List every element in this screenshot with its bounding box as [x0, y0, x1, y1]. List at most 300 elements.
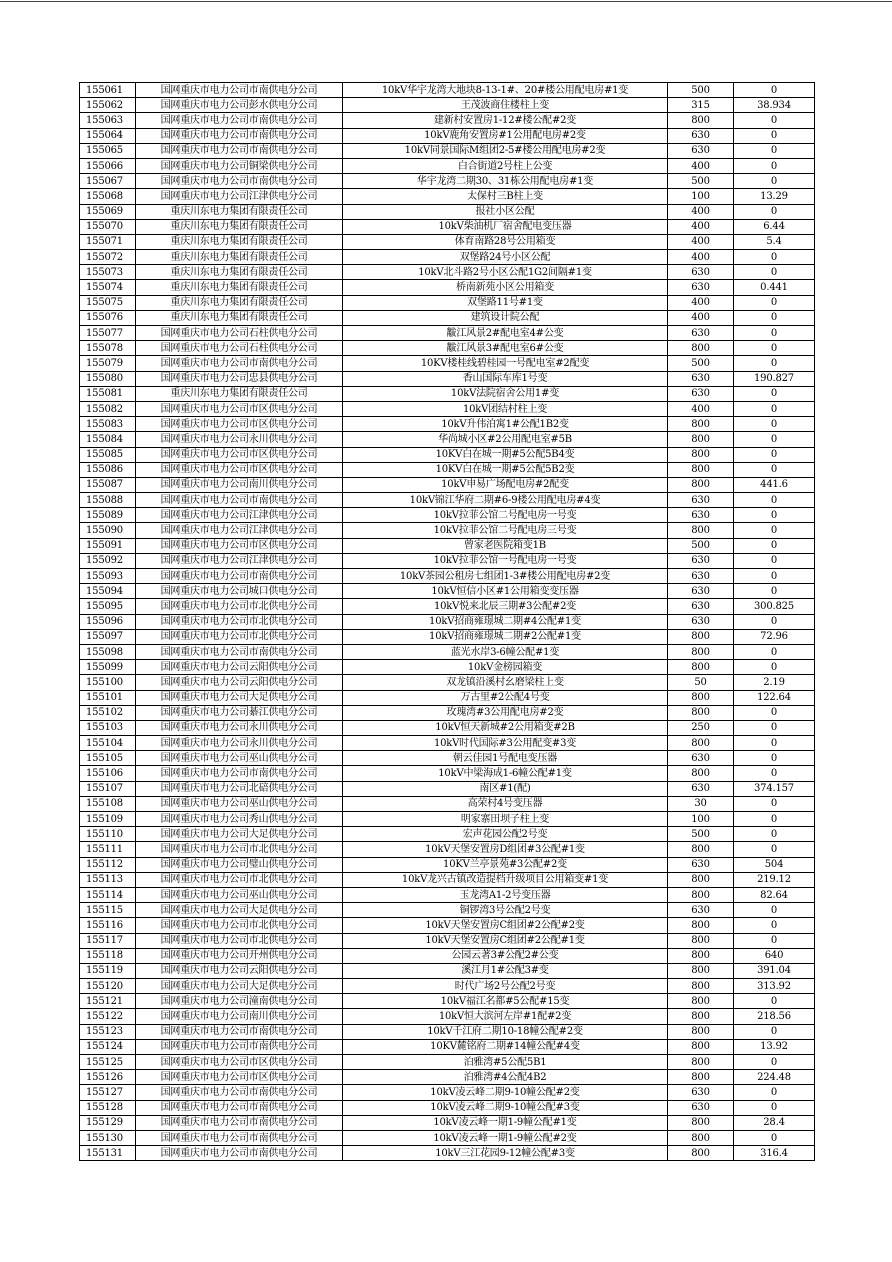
capacity-cell: 500	[668, 174, 734, 189]
company-cell: 国网重庆市电力公司市南供电分公司	[136, 1130, 343, 1145]
value-cell: 0	[734, 401, 815, 416]
capacity-cell: 630	[668, 493, 734, 508]
transformer-name-cell: 10kV拉菲公馆一号配电房一号变	[343, 553, 668, 568]
table-row	[80, 1024, 815, 1039]
capacity-cell: 630	[668, 584, 734, 599]
capacity-cell: 630	[668, 508, 734, 523]
transformer-id-cell: 155109	[80, 812, 136, 827]
table-row	[80, 143, 815, 158]
company-cell: 国网重庆市电力公司綦江供电分公司	[136, 705, 343, 720]
table-row	[80, 812, 815, 827]
transformer-id-cell: 155076	[80, 310, 136, 325]
transformer-id-cell: 155095	[80, 599, 136, 614]
company-cell: 国网重庆市电力公司市北供电分公司	[136, 933, 343, 948]
transformer-name-cell: 报社小区公配	[343, 204, 668, 219]
table-row	[80, 310, 815, 325]
transformer-name-cell: 10kV茶园公租房七组团1-3#楼公用配电房#2变	[343, 569, 668, 584]
transformer-id-cell: 155078	[80, 341, 136, 356]
table-row	[80, 174, 815, 189]
value-cell: 0	[734, 1024, 815, 1039]
value-cell: 0	[734, 569, 815, 584]
company-cell: 国网重庆市电力公司云阳供电分公司	[136, 963, 343, 978]
transformer-name-cell: 10kV凌云峰二期9-10幢公配#3变	[343, 1100, 668, 1115]
capacity-cell: 800	[668, 1070, 734, 1085]
company-cell: 国网重庆市电力公司市区供电分公司	[136, 538, 343, 553]
company-cell: 国网重庆市电力公司大足供电分公司	[136, 690, 343, 705]
table-row	[80, 736, 815, 751]
transformer-id-cell: 155069	[80, 204, 136, 219]
table-row	[80, 113, 815, 128]
company-cell: 国网重庆市电力公司云阳供电分公司	[136, 660, 343, 675]
transformer-name-cell: 10kV三江花园9-12幢公配#3变	[343, 1146, 668, 1161]
transformer-name-cell: 10kV华宇龙湾大地块8-13-1#、20#楼公用配电房#1变	[343, 83, 668, 98]
transformer-id-cell: 155131	[80, 1146, 136, 1161]
transformer-name-cell: 高荣村4号变压器	[343, 796, 668, 811]
table-row	[80, 1009, 815, 1024]
company-cell: 国网重庆市电力公司江津供电分公司	[136, 553, 343, 568]
transformer-id-cell: 155068	[80, 189, 136, 204]
transformer-id-cell: 155063	[80, 113, 136, 128]
transformer-id-cell: 155088	[80, 493, 136, 508]
company-cell: 重庆川东电力集团有限责任公司	[136, 204, 343, 219]
company-cell: 国网重庆市电力公司市南供电分公司	[136, 569, 343, 584]
capacity-cell: 630	[668, 371, 734, 386]
value-cell: 0	[734, 462, 815, 477]
table-row	[80, 128, 815, 143]
transformer-id-cell: 155084	[80, 432, 136, 447]
transformer-id-cell: 155075	[80, 295, 136, 310]
value-cell: 0	[734, 326, 815, 341]
table-row	[80, 720, 815, 735]
capacity-cell: 400	[668, 158, 734, 173]
value-cell: 0	[734, 386, 815, 401]
transformer-name-cell: 10kV福江名都#5公配#15变	[343, 994, 668, 1009]
capacity-cell: 800	[668, 1024, 734, 1039]
capacity-cell: 800	[668, 1130, 734, 1145]
value-cell: 0	[734, 128, 815, 143]
transformer-id-cell: 155061	[80, 83, 136, 98]
capacity-cell: 400	[668, 234, 734, 249]
company-cell: 国网重庆市电力公司大足供电分公司	[136, 827, 343, 842]
capacity-cell: 800	[668, 963, 734, 978]
capacity-cell: 400	[668, 219, 734, 234]
company-cell: 国网重庆市电力公司秀山供电分公司	[136, 812, 343, 827]
value-cell: 0	[734, 918, 815, 933]
table-row	[80, 1055, 815, 1070]
value-cell: 0	[734, 720, 815, 735]
value-cell: 5.4	[734, 234, 815, 249]
transformer-name-cell: 桥南新苑小区公用箱变	[343, 280, 668, 295]
table-row	[80, 994, 815, 1009]
company-cell: 重庆川东电力集团有限责任公司	[136, 386, 343, 401]
table-row	[80, 857, 815, 872]
value-cell: 0	[734, 143, 815, 158]
transformer-id-cell: 155081	[80, 386, 136, 401]
table-row	[80, 265, 815, 280]
transformer-name-cell: 10KV麓铭府二期#14幢公配#4变	[343, 1039, 668, 1054]
table-row	[80, 326, 815, 341]
capacity-cell: 400	[668, 295, 734, 310]
capacity-cell: 630	[668, 553, 734, 568]
table-row	[80, 948, 815, 963]
capacity-cell: 800	[668, 417, 734, 432]
table-row	[80, 1146, 815, 1161]
value-cell: 0	[734, 83, 815, 98]
value-cell: 218.56	[734, 1009, 815, 1024]
company-cell: 国网重庆市电力公司永川供电分公司	[136, 432, 343, 447]
capacity-cell: 800	[668, 842, 734, 857]
transformer-name-cell: 蓝光水岸3-6幢公配#1变	[343, 644, 668, 659]
value-cell: 0	[734, 174, 815, 189]
table-row	[80, 629, 815, 644]
transformer-id-cell: 155091	[80, 538, 136, 553]
transformer-name-cell: 双堡路11号#1变	[343, 295, 668, 310]
value-cell: 0	[734, 736, 815, 751]
value-cell: 0	[734, 1085, 815, 1100]
company-cell: 国网重庆市电力公司彭水供电分公司	[136, 98, 343, 113]
transformer-id-cell: 155107	[80, 781, 136, 796]
value-cell: 0	[734, 113, 815, 128]
value-cell: 0	[734, 705, 815, 720]
company-cell: 国网重庆市电力公司市北供电分公司	[136, 599, 343, 614]
table-row	[80, 979, 815, 994]
transformer-id-cell: 155099	[80, 660, 136, 675]
transformer-id-cell: 155072	[80, 250, 136, 265]
transformer-name-cell: 建新村安置房1-12#楼公配#2变	[343, 113, 668, 128]
value-cell: 13.92	[734, 1039, 815, 1054]
transformer-id-cell: 155119	[80, 963, 136, 978]
company-cell: 重庆川东电力集团有限责任公司	[136, 250, 343, 265]
capacity-cell: 630	[668, 857, 734, 872]
capacity-cell: 400	[668, 310, 734, 325]
value-cell: 224.48	[734, 1070, 815, 1085]
value-cell: 0	[734, 842, 815, 857]
transformer-name-cell: 南区#1(配)	[343, 781, 668, 796]
company-cell: 国网重庆市电力公司忠县供电分公司	[136, 371, 343, 386]
value-cell: 0	[734, 341, 815, 356]
transformer-name-cell: 10kV恒天新城#2公用箱变#2B	[343, 720, 668, 735]
value-cell: 2.19	[734, 675, 815, 690]
table-row	[80, 1085, 815, 1100]
capacity-cell: 630	[668, 1085, 734, 1100]
table-row	[80, 295, 815, 310]
company-cell: 国网重庆市电力公司市南供电分公司	[136, 113, 343, 128]
capacity-cell: 800	[668, 690, 734, 705]
value-cell: 0	[734, 204, 815, 219]
value-cell: 0	[734, 994, 815, 1009]
transformer-id-cell: 155082	[80, 401, 136, 416]
capacity-cell: 800	[668, 994, 734, 1009]
capacity-cell: 800	[668, 918, 734, 933]
transformer-id-cell: 155089	[80, 508, 136, 523]
transformer-id-cell: 155125	[80, 1055, 136, 1070]
company-cell: 国网重庆市电力公司市南供电分公司	[136, 143, 343, 158]
transformer-name-cell: 10kV天堡安置房C组团#2公配#2变	[343, 918, 668, 933]
capacity-cell: 800	[668, 477, 734, 492]
company-cell: 国网重庆市电力公司市北供电分公司	[136, 918, 343, 933]
transformer-id-cell: 155096	[80, 614, 136, 629]
capacity-cell: 500	[668, 83, 734, 98]
company-cell: 国网重庆市电力公司市南供电分公司	[136, 128, 343, 143]
transformer-name-cell: 双龙镇沿溪村幺磨梁柱上变	[343, 675, 668, 690]
company-cell: 重庆川东电力集团有限责任公司	[136, 280, 343, 295]
table-row	[80, 493, 815, 508]
transformer-name-cell: 10kV凌云峰一期1-9幢公配#2变	[343, 1130, 668, 1145]
transformer-name-cell: 10kV恒大滨河左岸#1配#2变	[343, 1009, 668, 1024]
value-cell: 0	[734, 812, 815, 827]
table-row	[80, 705, 815, 720]
transformer-id-cell: 155111	[80, 842, 136, 857]
capacity-cell: 800	[668, 887, 734, 902]
transformer-id-cell: 155122	[80, 1009, 136, 1024]
value-cell: 0	[734, 933, 815, 948]
transformer-id-cell: 155071	[80, 234, 136, 249]
table-row	[80, 1130, 815, 1145]
transformer-id-cell: 155079	[80, 356, 136, 371]
transformer-name-cell: 白合街道2号柱上公变	[343, 158, 668, 173]
transformer-name-cell: 溪江月1#公配3#变	[343, 963, 668, 978]
value-cell: 0	[734, 356, 815, 371]
transformer-id-cell: 155126	[80, 1070, 136, 1085]
transformer-id-cell: 155124	[80, 1039, 136, 1054]
value-cell: 6.44	[734, 219, 815, 234]
value-cell: 504	[734, 857, 815, 872]
value-cell: 313.92	[734, 979, 815, 994]
value-cell: 0	[734, 553, 815, 568]
transformer-id-cell: 155086	[80, 462, 136, 477]
company-cell: 国网重庆市电力公司大足供电分公司	[136, 903, 343, 918]
company-cell: 国网重庆市电力公司市南供电分公司	[136, 83, 343, 98]
capacity-cell: 630	[668, 751, 734, 766]
capacity-cell: 800	[668, 341, 734, 356]
value-cell: 82.64	[734, 887, 815, 902]
company-cell: 国网重庆市电力公司市区供电分公司	[136, 1070, 343, 1085]
company-cell: 国网重庆市电力公司永川供电分公司	[136, 720, 343, 735]
company-cell: 国网重庆市电力公司市南供电分公司	[136, 1024, 343, 1039]
capacity-cell: 400	[668, 401, 734, 416]
transformer-name-cell: 10kV千江府二期10-18幢公配#2变	[343, 1024, 668, 1039]
transformer-name-cell: 香山国际车库1号变	[343, 371, 668, 386]
capacity-cell: 800	[668, 1115, 734, 1130]
company-cell: 国网重庆市电力公司市南供电分公司	[136, 1115, 343, 1130]
capacity-cell: 400	[668, 250, 734, 265]
table-row	[80, 219, 815, 234]
transformer-id-cell: 155123	[80, 1024, 136, 1039]
transformer-name-cell: 泊雅湾#5公配5B1	[343, 1055, 668, 1070]
capacity-cell: 800	[668, 1039, 734, 1054]
capacity-cell: 630	[668, 1100, 734, 1115]
company-cell: 国网重庆市电力公司城口供电分公司	[136, 584, 343, 599]
company-cell: 国网重庆市电力公司市南供电分公司	[136, 1100, 343, 1115]
transformer-name-cell: 华宇龙湾二期30、31栋公用配电房#1变	[343, 174, 668, 189]
value-cell: 0	[734, 827, 815, 842]
company-cell: 重庆川东电力集团有限责任公司	[136, 234, 343, 249]
table-row	[80, 660, 815, 675]
capacity-cell: 800	[668, 447, 734, 462]
value-cell: 0	[734, 295, 815, 310]
company-cell: 国网重庆市电力公司市南供电分公司	[136, 493, 343, 508]
transformer-id-cell: 155098	[80, 644, 136, 659]
transformer-id-cell: 155114	[80, 887, 136, 902]
value-cell: 0	[734, 310, 815, 325]
transformer-name-cell: 10KV兰亭景苑#3公配#2变	[343, 857, 668, 872]
value-cell: 0	[734, 903, 815, 918]
transformer-name-cell: 10kV同景国际M组团2-5#楼公用配电房#2变	[343, 143, 668, 158]
capacity-cell: 500	[668, 827, 734, 842]
value-cell: 0	[734, 660, 815, 675]
value-cell: 28.4	[734, 1115, 815, 1130]
company-cell: 国网重庆市电力公司市南供电分公司	[136, 1039, 343, 1054]
transformer-name-cell: 朝云佳园1号配电变压器	[343, 751, 668, 766]
transformer-name-cell: 10kV凌云峰二期9-10幢公配#2变	[343, 1085, 668, 1100]
transformer-id-cell: 155127	[80, 1085, 136, 1100]
table-row	[80, 158, 815, 173]
company-cell: 国网重庆市电力公司市北供电分公司	[136, 842, 343, 857]
transformer-id-cell: 155066	[80, 158, 136, 173]
value-cell: 0	[734, 538, 815, 553]
table-row	[80, 204, 815, 219]
capacity-cell: 800	[668, 705, 734, 720]
table-row	[80, 887, 815, 902]
capacity-cell: 50	[668, 675, 734, 690]
company-cell: 国网重庆市电力公司大足供电分公司	[136, 979, 343, 994]
company-cell: 国网重庆市电力公司石柱供电分公司	[136, 326, 343, 341]
transformer-name-cell: 10kV招商雍璟城二期#4公配#1变	[343, 614, 668, 629]
transformer-id-cell: 155083	[80, 417, 136, 432]
table-row	[80, 401, 815, 416]
table-row	[80, 462, 815, 477]
value-cell: 0	[734, 158, 815, 173]
capacity-cell: 30	[668, 796, 734, 811]
table-row	[80, 1039, 815, 1054]
transformer-id-cell: 155101	[80, 690, 136, 705]
company-cell: 重庆川东电力集团有限责任公司	[136, 265, 343, 280]
transformer-id-cell: 155115	[80, 903, 136, 918]
transformer-id-cell: 155120	[80, 979, 136, 994]
table-row	[80, 827, 815, 842]
transformer-name-cell: 10kV天堡安置房D组团#3公配#1变	[343, 842, 668, 857]
table-row	[80, 432, 815, 447]
capacity-cell: 800	[668, 523, 734, 538]
value-cell: 0	[734, 644, 815, 659]
capacity-cell: 800	[668, 432, 734, 447]
value-cell: 219.12	[734, 872, 815, 887]
table-row	[80, 751, 815, 766]
table-row	[80, 356, 815, 371]
company-cell: 重庆川东电力集团有限责任公司	[136, 219, 343, 234]
transformer-id-cell: 155080	[80, 371, 136, 386]
table-row	[80, 417, 815, 432]
value-cell: 38.934	[734, 98, 815, 113]
table-row	[80, 644, 815, 659]
value-cell: 0	[734, 1100, 815, 1115]
company-cell: 国网重庆市电力公司市南供电分公司	[136, 356, 343, 371]
transformer-id-cell: 155093	[80, 569, 136, 584]
transformer-name-cell: 万古里#2公配4号变	[343, 690, 668, 705]
company-cell: 国网重庆市电力公司巫山供电分公司	[136, 887, 343, 902]
capacity-cell: 630	[668, 265, 734, 280]
company-cell: 国网重庆市电力公司云阳供电分公司	[136, 675, 343, 690]
transformer-name-cell: 10kV招商雍璟城二期#2公配#1变	[343, 629, 668, 644]
transformer-name-cell: 10kV团结村柱上变	[343, 401, 668, 416]
value-cell: 300.825	[734, 599, 815, 614]
value-cell: 640	[734, 948, 815, 963]
value-cell: 122.64	[734, 690, 815, 705]
transformer-name-cell: 10kV锦江华府二期#6-9楼公用配电房#4变	[343, 493, 668, 508]
table-row	[80, 903, 815, 918]
table-row	[80, 189, 815, 204]
value-cell: 190.827	[734, 371, 815, 386]
capacity-cell: 100	[668, 812, 734, 827]
table-row	[80, 83, 815, 98]
company-cell: 国网重庆市电力公司市南供电分公司	[136, 766, 343, 781]
capacity-cell: 630	[668, 326, 734, 341]
value-cell: 0	[734, 1055, 815, 1070]
capacity-cell: 800	[668, 736, 734, 751]
value-cell: 0	[734, 508, 815, 523]
value-cell: 374.157	[734, 781, 815, 796]
transformer-name-cell: 铜锣湾3号公配2号变	[343, 903, 668, 918]
capacity-cell: 800	[668, 1009, 734, 1024]
table-row	[80, 538, 815, 553]
value-cell: 0	[734, 523, 815, 538]
value-cell: 0	[734, 614, 815, 629]
transformer-id-cell: 155090	[80, 523, 136, 538]
value-cell: 0	[734, 584, 815, 599]
transformer-id-cell: 155121	[80, 994, 136, 1009]
transformer-name-cell: 10kV时代国际#3公用配变#3变	[343, 736, 668, 751]
transformer-id-cell: 155065	[80, 143, 136, 158]
company-cell: 国网重庆市电力公司市北供电分公司	[136, 872, 343, 887]
table-row	[80, 1070, 815, 1085]
capacity-cell: 630	[668, 599, 734, 614]
transformer-id-cell: 155104	[80, 736, 136, 751]
value-cell: 0	[734, 796, 815, 811]
transformer-name-cell: 玉龙湾A1-2号变压器	[343, 887, 668, 902]
table-row	[80, 842, 815, 857]
transformer-id-cell: 155073	[80, 265, 136, 280]
transformer-id-cell: 155074	[80, 280, 136, 295]
capacity-cell: 500	[668, 538, 734, 553]
capacity-cell: 800	[668, 1146, 734, 1161]
company-cell: 重庆川东电力集团有限责任公司	[136, 310, 343, 325]
capacity-cell: 500	[668, 356, 734, 371]
capacity-cell: 800	[668, 113, 734, 128]
transformer-id-cell: 155112	[80, 857, 136, 872]
capacity-cell: 100	[668, 189, 734, 204]
value-cell: 0	[734, 493, 815, 508]
table-row	[80, 508, 815, 523]
table-row	[80, 523, 815, 538]
transformer-name-cell: 华尚城小区#2公用配电室#5B	[343, 432, 668, 447]
company-cell: 国网重庆市电力公司江津供电分公司	[136, 189, 343, 204]
transformer-name-cell: 公园云著3#公配2#公变	[343, 948, 668, 963]
table-row	[80, 341, 815, 356]
table-row	[80, 371, 815, 386]
capacity-cell: 630	[668, 903, 734, 918]
company-cell: 国网重庆市电力公司市南供电分公司	[136, 174, 343, 189]
transformer-id-cell: 155097	[80, 629, 136, 644]
transformer-name-cell: 10kV北斗路2号小区公配1G2间隔#1变	[343, 265, 668, 280]
capacity-cell: 800	[668, 933, 734, 948]
transformer-name-cell: 10kV拉菲公馆二号配电房一号变	[343, 508, 668, 523]
transformer-name-cell: 时代广场2号公配2号变	[343, 979, 668, 994]
table-row	[80, 477, 815, 492]
capacity-cell: 800	[668, 660, 734, 675]
transformer-id-cell: 155070	[80, 219, 136, 234]
transformer-name-cell: 10kV凌云峰一期1-9幢公配#1变	[343, 1115, 668, 1130]
table-row	[80, 963, 815, 978]
